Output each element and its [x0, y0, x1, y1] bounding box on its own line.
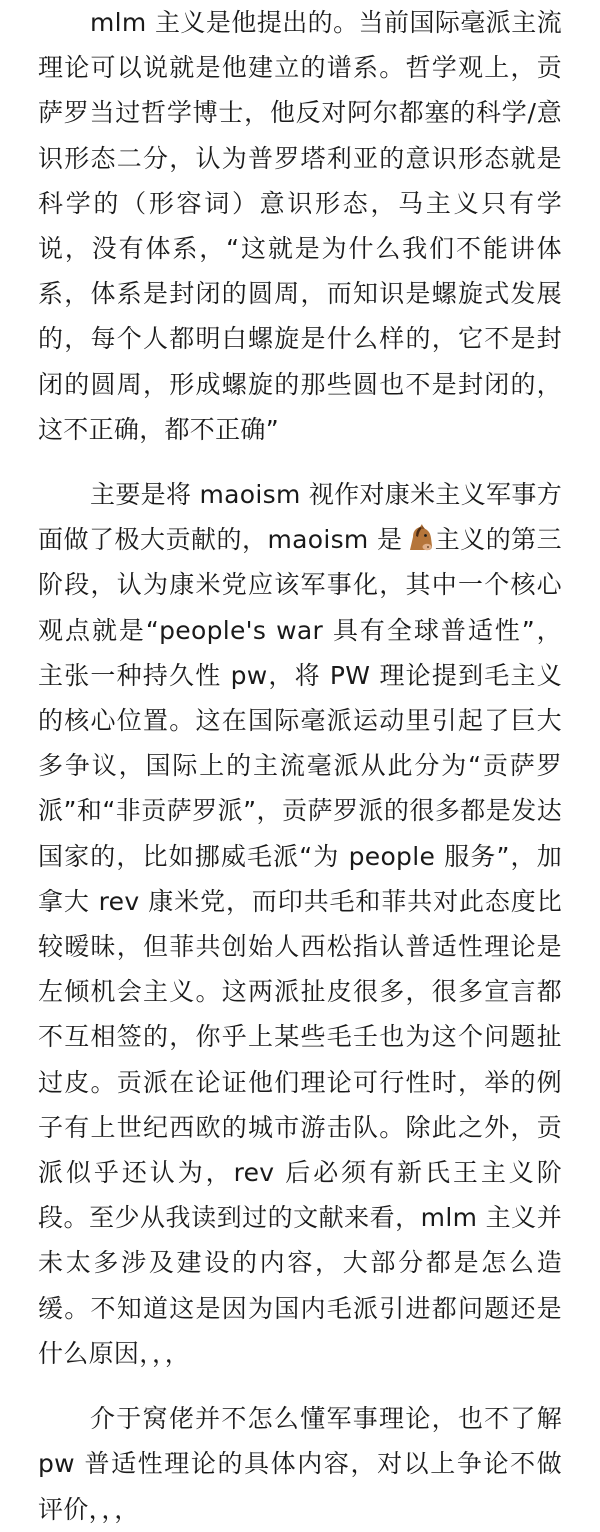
paragraph-closing-remark: [38, 1396, 562, 1532]
paragraph-text: mlm 主义是他提出的。当前国际毫派主流理论可以说就是他建立的谱系。哲学观上，贡萨罗当过哲学博士，他反对阿尔都塞的科学/意识形态二分，认为普罗塔利亚的意识形态就是科学的（形容词）意识形态，马主义只有学说，没有体系，“这就是为什么我们不能讲体系，体系是封闭的圆周，而知识是螺旋式发展的，每个人都明白螺旋是什么样的，它不是封闭的圆周，形成螺旋的那些圆也不是封闭的，这不正确，都不正确”: [38, 8, 562, 444]
paragraph-mlm-origin: [38, 0, 562, 452]
paragraph-gap: [38, 1376, 562, 1396]
paragraph-text-continued: 主义的第三阶段，认为康米党应该军事化，其中一个核心观点就是“people's war 具有全球普适性”，主张一种持久性 pw，将 PW 理论提到毛主义的核心位置。这在国际毫派运动里引起了巨大多争议，国际上的主流毫派从此分为“贡萨罗派”和“非贡萨罗派”，贡萨罗派的很多都是发达国家的，比如挪威毛派“为 people 服务”，加拿大 rev 康米党，而印共毛和菲共对此态度比较暧昧，但菲共创始人西松指认普适性理论是左倾机会主义。这两派扯皮很多，很多宣言都不互相签的，你乎上某些毛壬也为这个问题扯过皮。贡派在论证他们理论可行性时，举的例子有上世纪西欧的城市游击队。除此之外，贡派似乎还认为，rev 后必须有新氏王主义阶段。至少从我读到过的文献来看，mlm 主义并未太多涉及建设的内容，大部分都是怎么造缓。不知道这是因为国内毛派引进都问题还是什么原因，，，: [38, 525, 562, 1368]
paragraph-peoples-war: [38, 472, 562, 1376]
article-body: [38, 0, 562, 1532]
paragraph-gap: [38, 452, 562, 472]
paragraph-text: 介于窝佬并不怎么懂军事理论，也不了解 pw 普适性理论的具体内容，对以上争论不做评价，，，: [38, 1404, 562, 1524]
horse-face-icon: [404, 524, 434, 552]
paragraph-text: 主要是将 maoism 视作对康米主义军事方面做了极大贡献的，maoism 是: [38, 480, 562, 555]
